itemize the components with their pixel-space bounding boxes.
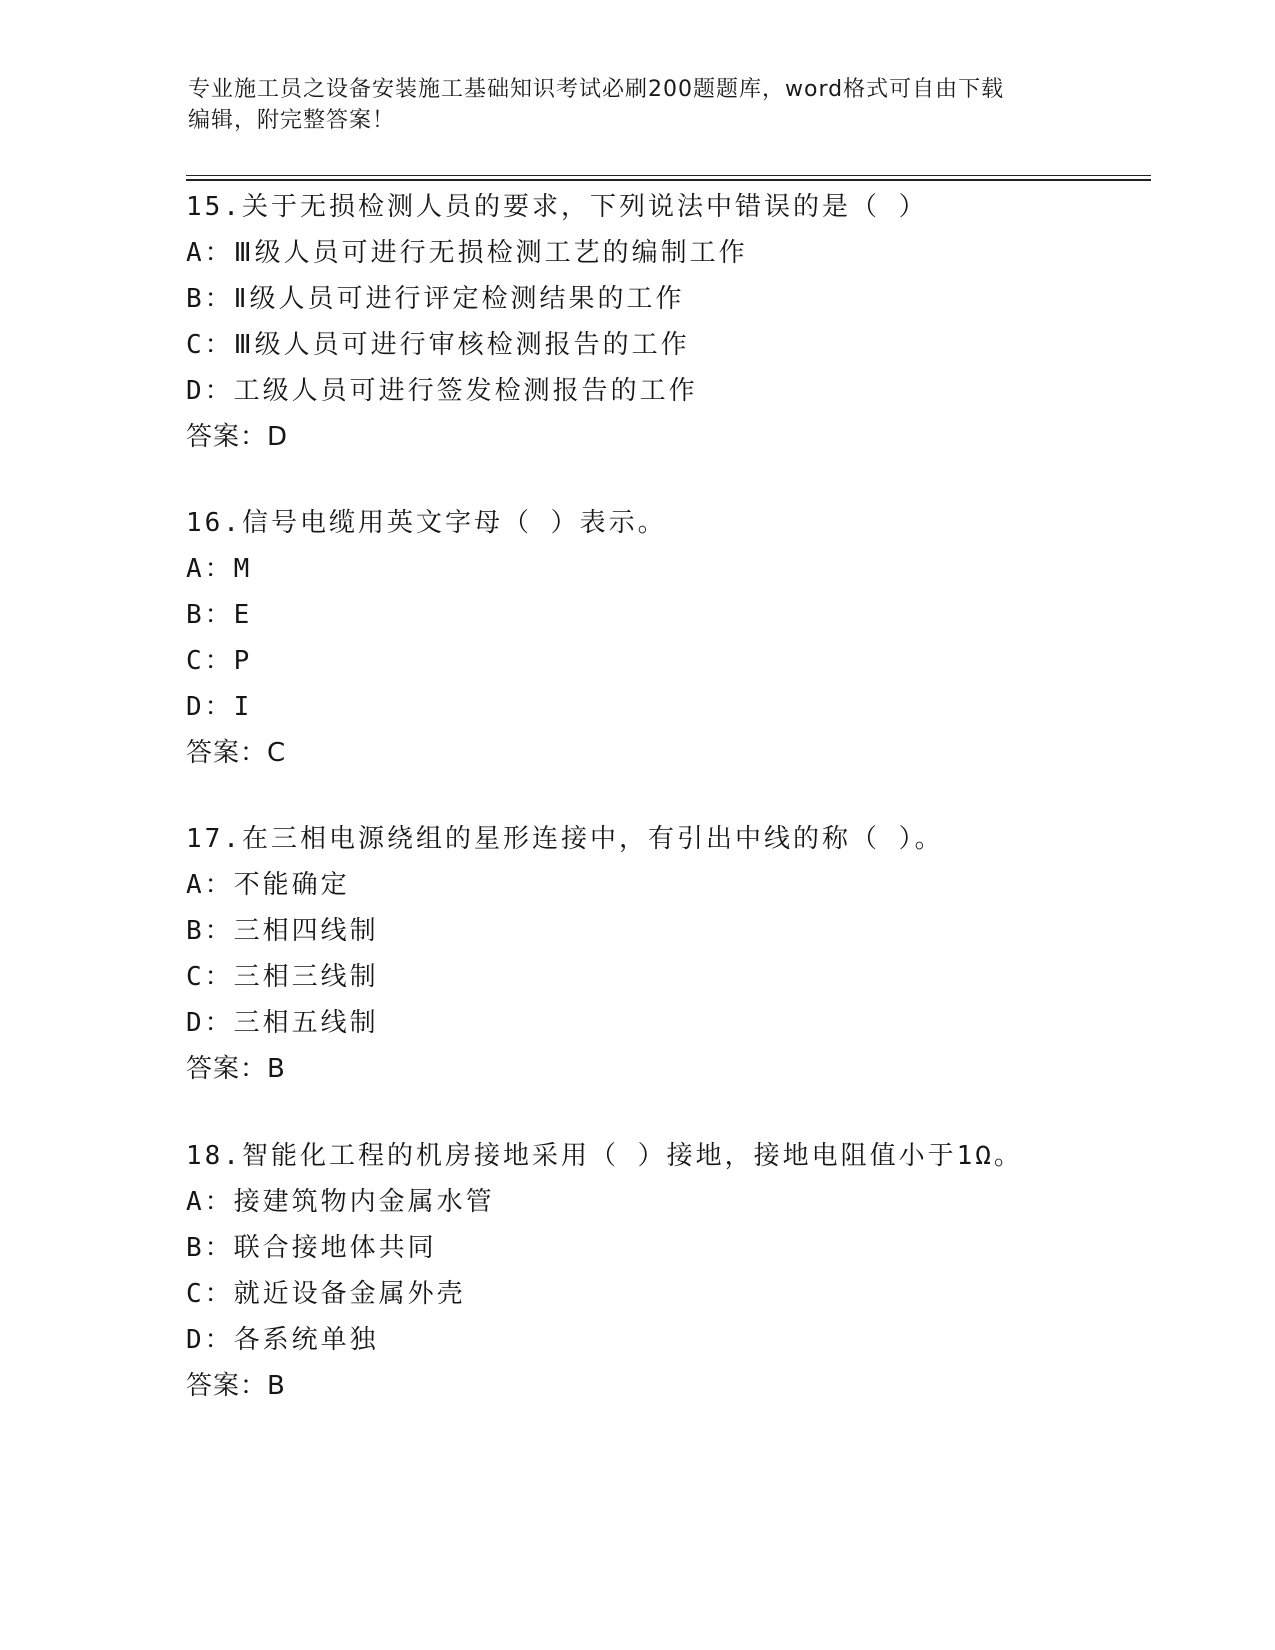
document-header <box>188 74 1088 136</box>
option-d: D：各系统单独 <box>186 1325 379 1355</box>
option-b: B：Ⅱ级人员可进行评定检测结果的工作 <box>186 284 685 314</box>
question-16 <box>186 500 1186 776</box>
header-divider-thick <box>186 179 1151 181</box>
option-d: D：I <box>186 692 253 722</box>
question-stem: 17.在三相电源绕组的星形连接中，有引出中线的称（ ）。 <box>186 824 944 854</box>
answer: 答案：B <box>186 1054 286 1084</box>
header-divider-thin <box>186 175 1151 176</box>
question-stem: 16.信号电缆用英文字母（ ）表示。 <box>186 508 667 538</box>
option-b: B：联合接地体共同 <box>186 1233 437 1263</box>
option-c: C：三相三线制 <box>186 962 379 992</box>
option-d: D：三相五线制 <box>186 1008 379 1038</box>
question-18 <box>186 1133 1186 1409</box>
option-c: C：Ⅲ级人员可进行审核检测报告的工作 <box>186 330 690 360</box>
header-line-1: 专业施工员之设备安装施工基础知识考试必刷200题题库，word格式可自由下载 <box>188 77 1005 102</box>
option-c: C：P <box>186 646 253 676</box>
answer: 答案：B <box>186 1371 286 1401</box>
option-d: D：工级人员可进行签发检测报告的工作 <box>186 376 698 406</box>
option-b: B：E <box>186 600 253 630</box>
option-a: A：Ⅲ级人员可进行无损检测工艺的编制工作 <box>186 238 748 268</box>
question-stem: 15.关于无损检测人员的要求，下列说法中错误的是（ ） <box>186 192 928 222</box>
option-b: B：三相四线制 <box>186 916 379 946</box>
option-c: C：就近设备金属外壳 <box>186 1279 466 1309</box>
header-line-2: 编辑，附完整答案！ <box>188 108 396 133</box>
question-15 <box>186 184 1186 460</box>
question-stem: 18.智能化工程的机房接地采用（ ）接地，接地电阻值小于1Ω。 <box>186 1141 1023 1171</box>
answer: 答案：C <box>186 738 287 768</box>
option-a: A：接建筑物内金属水管 <box>186 1187 495 1217</box>
question-17 <box>186 816 1186 1092</box>
option-a: A：不能确定 <box>186 870 350 900</box>
option-a: A：M <box>186 554 253 584</box>
answer: 答案：D <box>186 422 289 452</box>
